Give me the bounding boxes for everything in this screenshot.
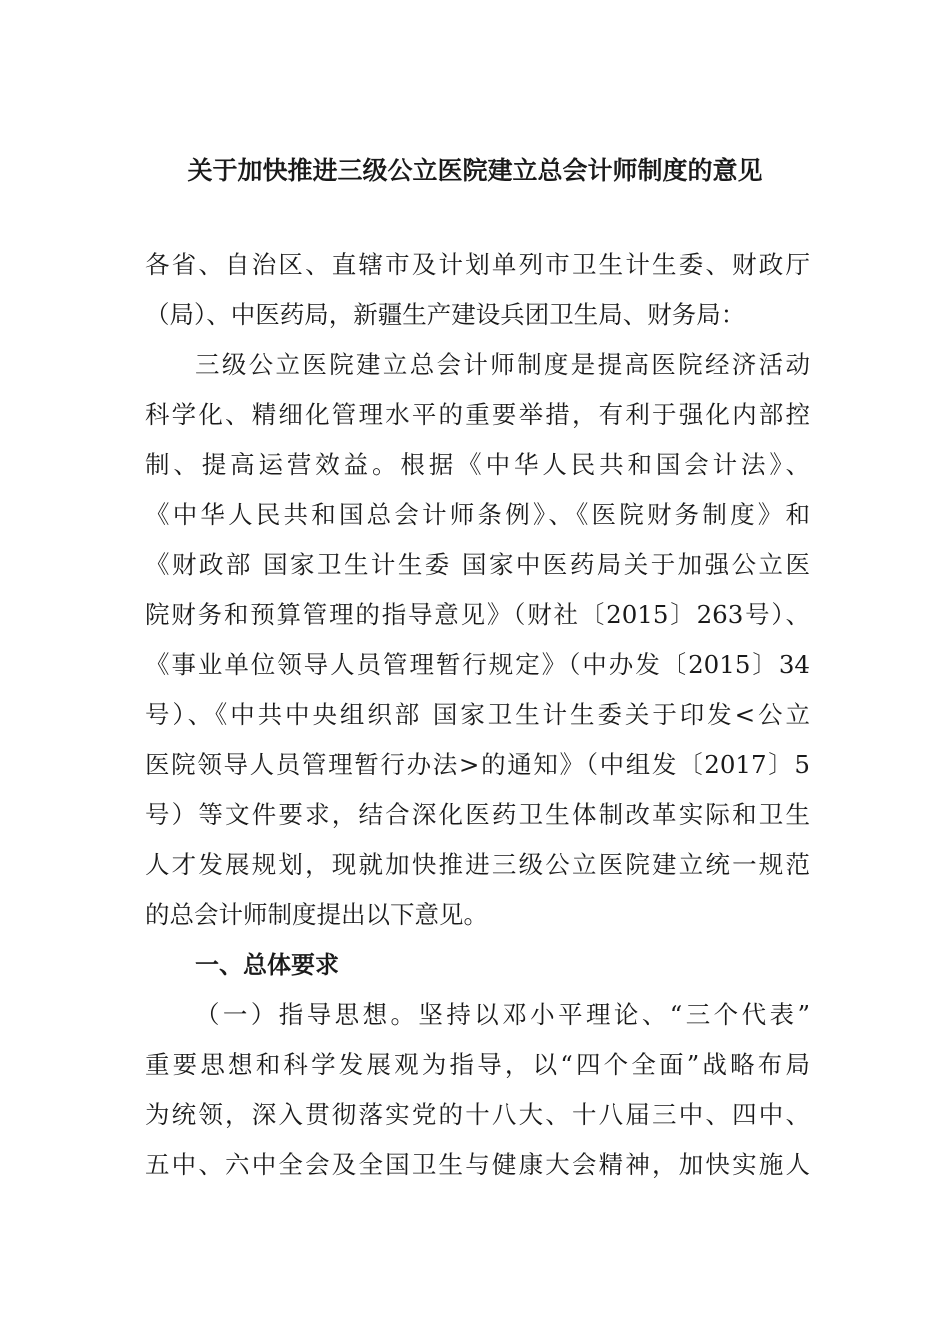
paragraph-line: 重要思想和科学发展观为指导，以“四个全面”战略布局 xyxy=(145,1050,810,1079)
paragraph-line: 《财政部 国家卫生计生委 国家中医药局关于加强公立医 xyxy=(145,550,810,579)
paragraph-line: 《中华人民共和国总会计师条例》、《医院财务制度》和 xyxy=(145,500,810,529)
paragraph-line: 制、提高运营效益。根据《中华人民共和国会计法》、 xyxy=(145,450,810,479)
addressee-line: 各省、自治区、直辖市及计划单列市卫生计生委、财政厅 xyxy=(145,250,810,279)
paragraph-line: 人才发展规划，现就加快推进三级公立医院建立统一规范 xyxy=(145,850,810,879)
paragraph-line: 医院领导人员管理暂行办法>的通知》（中组发〔2017〕5 xyxy=(145,750,810,779)
section-heading: 一、总体要求 xyxy=(195,951,339,979)
paragraph-line: （一）指导思想。坚持以邓小平理论、“三个代表” xyxy=(195,1000,810,1029)
addressee-line: （局）、中医药局，新疆生产建设兵团卫生局、财务局： xyxy=(145,300,746,329)
document-title: 关于加快推进三级公立医院建立总会计师制度的意见 xyxy=(187,156,763,185)
paragraph-line: 科学化、精细化管理水平的重要举措，有利于强化内部控 xyxy=(145,400,810,429)
paragraph-line: 号）等文件要求，结合深化医药卫生体制改革实际和卫生 xyxy=(145,800,810,829)
paragraph-line: 号）、《中共中央组织部 国家卫生计生委关于印发<公立 xyxy=(145,700,810,729)
paragraph-line: 《事业单位领导人员管理暂行规定》（中办发〔2015〕34 xyxy=(145,650,810,679)
paragraph-line: 的总会计师制度提出以下意见。 xyxy=(145,900,488,929)
paragraph-line: 为统领，深入贯彻落实党的十八大、十八届三中、四中、 xyxy=(145,1100,810,1129)
paragraph-line: 三级公立医院建立总会计师制度是提高医院经济活动 xyxy=(195,350,810,379)
paragraph-line: 五中、六中全会及全国卫生与健康大会精神，加快实施人 xyxy=(145,1150,810,1179)
paragraph-line: 院财务和预算管理的指导意见》（财社〔2015〕263号）、 xyxy=(145,600,810,629)
